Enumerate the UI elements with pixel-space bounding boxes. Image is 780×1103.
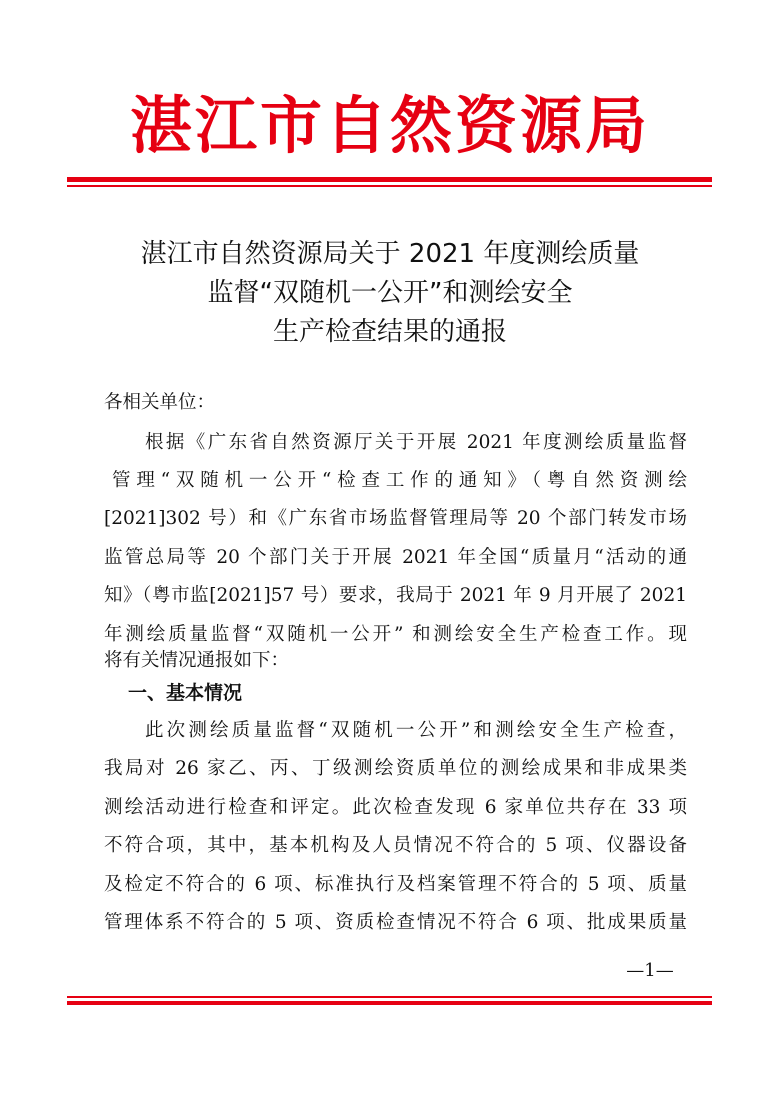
salutation: 各相关单位： [104,392,216,413]
paragraph-line: [2021]302 号）和《广东省市场监督管理局等 20 个部门转发市场 [104,508,687,529]
paragraph-line: 不符合项，其中，基本机构及人员情况不符合的 5 项、仪器设备 [104,835,687,856]
paragraph-line: 此次测绘质量监督“双随机一公开”和测绘安全生产检查， [145,720,687,741]
document-title-line-2: 监督“双随机一公开”和测绘安全 [207,278,573,308]
paragraph-line: 根据《广东省自然资源厅关于开展 2021 年度测绘质量监督 [145,432,687,453]
document-title-line-1: 湛江市自然资源局关于 2021 年度测绘质量 [140,239,640,269]
page-number: —1— [626,960,674,981]
section-heading: 一、基本情况 [128,682,243,704]
paragraph-line: 管理“双随机一公开“检查工作的通知》（粤自然资测绘 [112,470,687,491]
paragraph-line: 监管总局等 20 个部门关于开展 2021 年全国“质量月“活动的通 [104,547,687,568]
footer-rule-thick [67,1001,712,1005]
paragraph-line: 及检定不符合的 6 项、标准执行及档案管理不符合的 5 项、质量 [104,874,687,895]
masthead-agency-name: 湛江市自然资源局 [129,89,650,162]
masthead-rule-thick [67,177,712,182]
masthead-rule-thin [67,185,712,187]
paragraph-line: 管理体系不符合的 5 项、资质检查情况不符合 6 项、批成果质量 [104,912,687,933]
paragraph-line: 测绘活动进行检查和评定。此次检查发现 6 家单位共存在 33 项 [104,797,687,818]
document-title-line-3: 生产检查结果的通报 [272,317,507,347]
paragraph-line: 将有关情况通报如下： [104,650,290,671]
paragraph-line: 我局对 26 家乙、丙、丁级测绘资质单位的测绘成果和非成果类 [104,758,687,779]
footer-rule-thin [67,996,712,998]
paragraph-line: 年测绘质量监督“双随机一公开” 和测绘安全生产检查工作。现 [104,624,687,645]
paragraph-line: 知》（粤市监[2021]57 号）要求，我局于 2021 年 9 月开展了 2021 [104,585,687,606]
